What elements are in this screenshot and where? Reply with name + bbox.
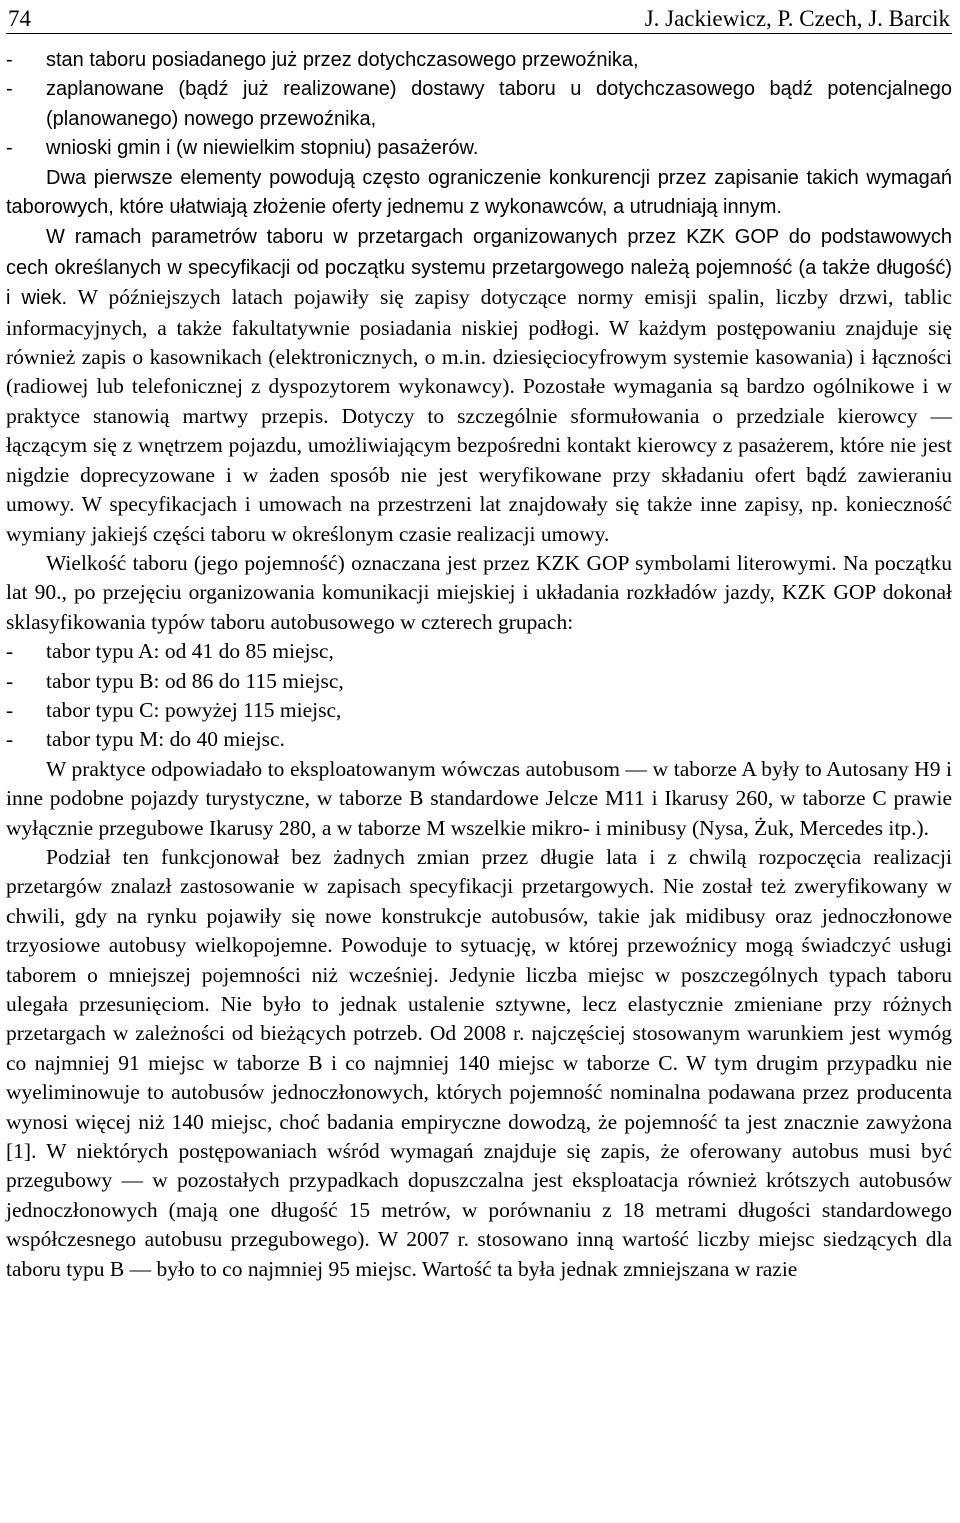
list-item: - tabor typu B: od 86 do 115 miejsc, — [6, 668, 344, 693]
paragraph-2 — [6, 222, 952, 548]
list-item: - zaplanowane (bądź już realizowane) dostawy taboru u dotychczasowego bądź potencjalnego (planowanego) nowego przewoźnika, — [6, 78, 952, 130]
list-item: - tabor typu M: do 40 miejsc. — [6, 727, 285, 752]
list-item: - tabor typu C: powyżej 115 miejsc, — [6, 697, 342, 722]
list-item: - stan taboru posiadanego już przez dotychczasowego przewoźnika, — [6, 49, 639, 71]
page-number: 74 — [8, 6, 31, 31]
page — [6, 0, 952, 1284]
page-body — [6, 46, 952, 1284]
paragraph-3: Wielkość taboru (jego pojemność) oznaczana jest przez KZK GOP symbolami literowymi. Na początku lat 90., po przejęciu organizowania komunikacji miejskiej i układania rozkładów jazdy, KZK GOP dokonał sklasyfikowania typów taboru autobusowego w czterech grupach: — [6, 550, 952, 634]
list-item: - wnioski gmin i (w niewielkim stopniu) pasażerów. — [6, 137, 479, 160]
running-header — [6, 0, 952, 34]
paragraph-2-serif-part: W późniejszych latach pojawiły się zapisy dotyczące normy emisji spalin, liczby drzwi, tablic informacyjnych, a także fakultatywnie posiadania niskiej podłogi. W każdym postępowaniu znajduje się również zapis o kasownikach (elektronicznych, o m.in. dziesięciocyfrowym systemie kasowania) i łączności (radiowej lub telefonicznej z dyspozytorem wykonawcy). Pozostałe wymagania są bardzo ogólnikowe i w praktyce stanowią martwy przepis. Dotyczy to szczególnie sformułowania o przedziale kierowcy — łączącym się z wnętrzem pojazdu, umożliwiającym bezpośredni kontakt kierowcy z pasażerem, które nie jest nigdzie doprecyzowane i w żaden sposób nie jest weryfikowane przy składaniu ofert bądź zawieraniu umowy. W specyfikacjach i umowach na przestrzeni lat znajdowały się także inne zapisy, np. konieczność wymiany jakiejś części taboru w określonym czasie realizacji umowy. — [6, 285, 952, 546]
paragraph-2-sans-part: W ramach parametrów taboru w przetargach organizowanych przez KZK GOP do podstawowych cech określanych w specyfikacji od początku systemu przetargowego należą pojemność (a także długość) i wiek. — [6, 226, 952, 310]
list-item: - tabor typu A: od 41 do 85 miejsc, — [6, 639, 334, 664]
paragraph-1: Dwa pierwsze elementy powodują często ograniczenie konkurencji przez zapisanie takich wymagań taborowych, które ułatwiają złożenie oferty jednemu z wykonawców, a utrudniają innym. — [6, 166, 952, 219]
paragraph-5: Podział ten funkcjonował bez żadnych zmian przez długie lata i z chwilą rozpoczęcia realizacji przetargów znalazł zastosowanie w zapisach specyfikacji przetargowych. Nie został też zweryfikowany w chwili, gdy na rynku pojawiły się nowe konstrukcje autobusów, takie jak midibusy oraz jednoczłonowe trzyosiowe autobusy wielkopojemne. Powoduje to sytuację, w której przewoźnicy mogą świadczyć usługi taborem o mniejszej pojemności niż wcześniej. Jedynie liczba miejsc w poszczególnych typach taboru ulegała przesunięciom. Nie było to jednak ustalenie sztywne, lecz elastycznie zmieniane przy różnych przetargach w zależności od bieżących potrzeb. Od 2008 r. najczęściej stosowanym warunkiem jest wymóg co najmniej 91 miejsc w taborze B i co najmniej 140 miejsc w taborze C. W tym drugim przypadku nie wyeliminowuje to autobusów jednoczłonowych, których pojemność nominalna podawana przez producenta wynosi więcej niż 140 miejsc, choć badania empiryczne dowodzą, że pojemność ta jest znacznie zawyżona [1]. W niektórych postępowaniach wśród wymagań znajduje się zapis, że oferowany autobus musi być przegubowy — w pozostałych przypadkach dopuszczalna jest eksploatacja również krótszych autobusów jednoczłonowych (mają one długość 15 metrów, w porównaniu z 18 metrami długości standardowego współczesnego autobusu przegubowego). W 2007 r. stosowano inną wartość liczby miejsc siedzących dla taboru typu B — było to co najmniej 95 miejsc. Wartość ta była jednak zmniejszana w razie — [6, 844, 952, 1281]
fleet-type-list — [6, 637, 952, 755]
paragraph-4: W praktyce odpowiadało to eksploatowanym wówczas autobusom — w taborze A były to Autosany H9 i inne podobne pojazdy turystyczne, w taborze B standardowe Jelcze M11 i Ikarusy 260, w taborze C prawie wyłącznie przegubowe Ikarusy 280, a w taborze M wszelkie mikro- i minibusy (Nysa, Żuk, Mercedes itp.). — [6, 756, 952, 840]
running-header-authors: J. Jackiewicz, P. Czech, J. Barcik — [644, 6, 950, 31]
criteria-list — [6, 46, 952, 164]
